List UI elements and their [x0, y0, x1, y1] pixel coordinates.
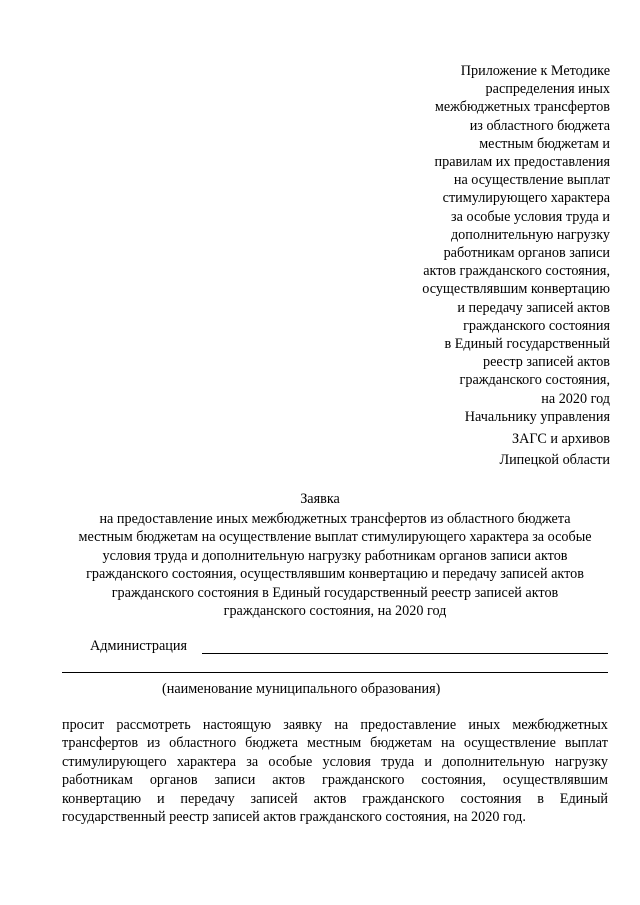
- appendix-line: в Единый государственный: [444, 336, 610, 353]
- municipality-caption: (наименование муниципального образования): [162, 681, 441, 697]
- appendix-line: дополнительную нагрузку: [450, 226, 610, 243]
- addressee-line: Начальнику управления: [464, 409, 610, 425]
- request-word: из: [146, 735, 161, 752]
- appendix-line: и передачу записей актов: [457, 299, 610, 316]
- request-word: за: [246, 753, 259, 770]
- request-word: осуществление: [463, 735, 556, 752]
- request-word: органов: [149, 772, 198, 789]
- appendix-block: [350, 62, 610, 408]
- request-line: [62, 734, 608, 752]
- request-line: [62, 716, 608, 734]
- request-word: гражданского: [362, 790, 445, 807]
- request-word: состояния: [460, 790, 522, 807]
- request-word: записи: [214, 772, 256, 789]
- request-word: иных: [468, 717, 501, 733]
- addressee-line: ЗАГС и архивов: [512, 430, 610, 447]
- request-word: актов: [313, 790, 347, 807]
- appendix-line: реестр записей актов: [483, 354, 610, 371]
- request-word: условия: [322, 753, 371, 770]
- addressee-block: [350, 407, 610, 472]
- request-word: особые: [268, 753, 313, 770]
- request-word: и: [424, 753, 432, 770]
- request-word: Единый: [559, 790, 608, 807]
- subject-line: гражданского состояния в Единый государственный реестр записей актов: [111, 584, 559, 601]
- appendix-line: за особые условия труда и: [451, 208, 610, 225]
- request-word: состояния,: [421, 772, 486, 789]
- document-title: Заявка: [300, 491, 340, 507]
- administration-label: Администрация: [90, 638, 187, 654]
- request-word: нагрузку: [554, 753, 608, 770]
- request-word: работникам: [62, 772, 133, 789]
- request-word: записей: [250, 790, 298, 807]
- appendix-line: из областного бюджета: [469, 117, 610, 134]
- request-word: предоставление: [360, 717, 457, 733]
- request-word: характера: [176, 753, 237, 770]
- request-word: рассмотреть: [116, 717, 191, 733]
- subject-line: местным бюджетам на осуществление выплат стимулирующего характера за особые: [78, 529, 592, 546]
- request-word: гражданского: [322, 772, 405, 789]
- request-word: заявку: [283, 717, 323, 733]
- request-paragraph: [62, 716, 608, 826]
- request-word: настоящую: [202, 717, 272, 733]
- request-word: межбюджетных: [512, 717, 608, 733]
- request-word: трансфертов: [62, 735, 139, 752]
- appendix-line: Приложение к Методике: [460, 63, 610, 79]
- request-word: областного: [169, 735, 237, 752]
- appendix-line: распределения иных: [485, 81, 610, 98]
- appendix-line: на 2020 год: [541, 390, 610, 407]
- appendix-line: межбюджетных трансфертов: [434, 99, 610, 116]
- request-word: местным: [306, 735, 362, 752]
- administration-row: [90, 638, 608, 658]
- municipality-fill-line: [62, 672, 608, 673]
- appendix-line: правилам их предоставления: [434, 154, 610, 171]
- subject-line: гражданского состояния, осуществлявшим конвертацию и передачу записей актов: [86, 566, 584, 583]
- appendix-line: стимулирующего характера: [442, 190, 610, 207]
- request-word: передачу: [180, 790, 235, 807]
- addressee-line: Липецкой области: [499, 452, 610, 468]
- request-word: и: [156, 790, 165, 807]
- request-line: [62, 771, 608, 789]
- appendix-line: гражданского состояния: [463, 317, 610, 334]
- request-line: государственный реестр записей актов гражданского состояния, на 2020 год.: [62, 809, 526, 826]
- request-word: бюджета: [245, 735, 299, 752]
- appendix-line: работникам органов записи: [443, 245, 610, 262]
- request-line: [62, 790, 608, 808]
- request-word: на: [440, 735, 455, 752]
- subject-line: условия труда и дополнительную нагрузку работникам органов записи актов: [102, 547, 568, 564]
- request-word: в: [537, 790, 544, 807]
- subject-line: гражданского состояния, на 2020 год: [223, 603, 447, 620]
- request-word: осуществлявшим: [502, 772, 608, 789]
- appendix-line: актов гражданского состояния,: [423, 263, 610, 280]
- appendix-line: гражданского состояния,: [459, 372, 610, 389]
- document-subject: [62, 510, 608, 620]
- administration-fill-line: [202, 653, 608, 654]
- appendix-line: осуществлявшим конвертацию: [422, 281, 610, 298]
- request-line: [62, 753, 608, 771]
- request-word: выплат: [564, 735, 608, 752]
- subject-line: на предоставление иных межбюджетных трансфертов из областного бюджета: [99, 511, 571, 527]
- request-word: труда: [381, 753, 415, 770]
- appendix-line: на осуществление выплат: [453, 172, 610, 189]
- request-word: конвертацию: [62, 790, 142, 807]
- request-word: стимулирующего: [62, 753, 167, 770]
- request-word: бюджетам: [370, 735, 433, 752]
- request-word: просит: [62, 717, 105, 733]
- request-word: дополнительную: [442, 753, 545, 770]
- request-word: на: [334, 717, 349, 733]
- request-word: актов: [272, 772, 306, 789]
- appendix-line: местным бюджетам и: [479, 135, 610, 152]
